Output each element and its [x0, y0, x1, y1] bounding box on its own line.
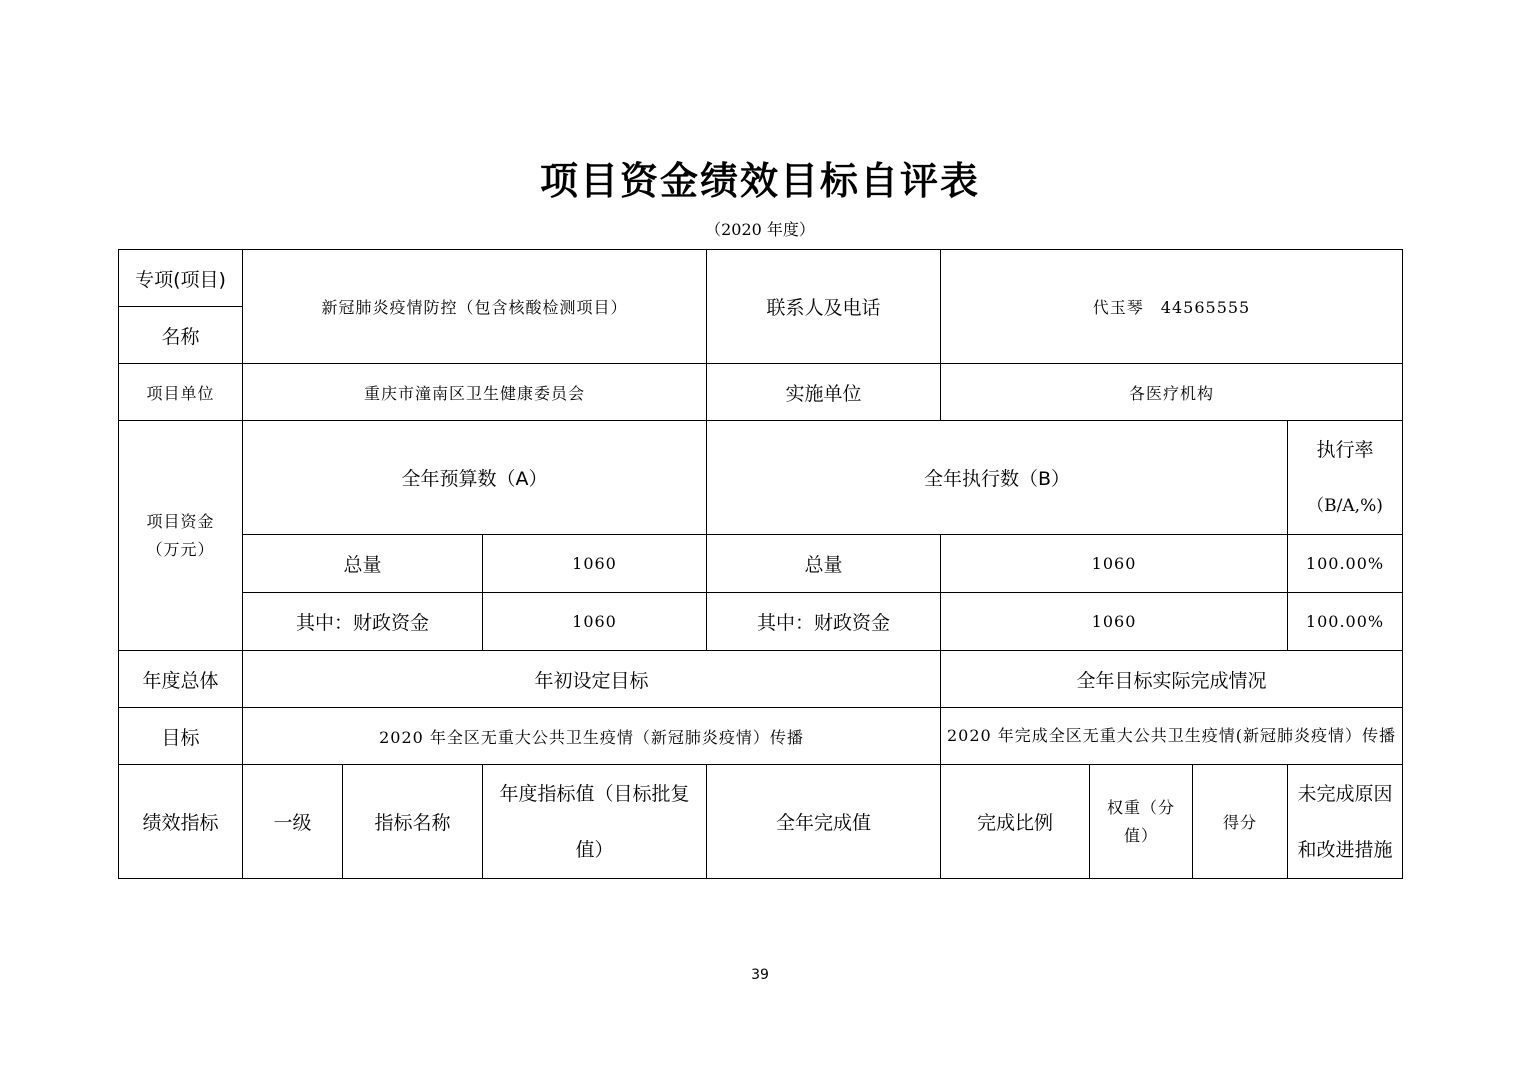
- execution-rate-header: [1288, 421, 1403, 535]
- total-value-a: 1060: [483, 535, 707, 593]
- total-label-a: 总量: [243, 535, 483, 593]
- project-funds-label-text: 项目资金（万元）: [146, 511, 215, 559]
- project-name-value: 新冠肺炎疫情防控（包含核酸检测项目）: [243, 250, 707, 364]
- fiscal-label-b: 其中：财政资金: [707, 593, 941, 651]
- document-title: 项目资金绩效目标自评表: [539, 158, 980, 203]
- fiscal-label-a: 其中：财政资金: [243, 593, 483, 651]
- execution-rate-formula: （B/A,%): [1307, 495, 1383, 516]
- total-label-b: 总量: [707, 535, 941, 593]
- implementing-unit-value: 各医疗机构: [941, 364, 1403, 421]
- year-note: （2020 年度）: [705, 220, 815, 239]
- project-funds-label: [119, 421, 243, 651]
- total-rate: 100.00%: [1288, 535, 1403, 593]
- contact-label: 联系人及电话: [707, 250, 941, 364]
- fiscal-value-a: 1060: [483, 593, 707, 651]
- project-unit-label: 项目单位: [119, 364, 243, 421]
- self-evaluation-table: [118, 249, 1403, 879]
- contact-value: 代玉琴 44565555: [941, 250, 1403, 364]
- score-header: 得分: [1193, 765, 1288, 879]
- level1-header: 一级: [243, 765, 343, 879]
- actual-goal-value: 2020 年完成全区无重大公共卫生疫情(新冠肺炎疫情）传播: [941, 708, 1403, 765]
- unfinished-reason-header: 未完成原因和改进措施: [1288, 765, 1403, 879]
- completion-ratio-header: 完成比例: [941, 765, 1090, 879]
- performance-indicators-label: 绩效指标: [119, 765, 243, 879]
- full-year-value-header: 全年完成值: [707, 765, 941, 879]
- project-name-label-bottom: 名称: [119, 307, 243, 364]
- implementing-unit-label: 实施单位: [707, 364, 941, 421]
- fiscal-rate: 100.00%: [1288, 593, 1403, 651]
- project-name-label-top: 专项(项目): [119, 250, 243, 307]
- total-value-b: 1060: [941, 535, 1288, 593]
- annual-goal-label-bottom: 目标: [119, 708, 243, 765]
- fiscal-value-b: 1060: [941, 593, 1288, 651]
- page-number: 39: [751, 967, 769, 983]
- annual-budget-header: 全年预算数（A）: [243, 421, 707, 535]
- initial-goal-header: 年初设定目标: [243, 651, 941, 708]
- weight-header: [1090, 765, 1193, 879]
- execution-rate-label: 执行率: [1316, 438, 1374, 461]
- actual-goal-header: 全年目标实际完成情况: [941, 651, 1403, 708]
- annual-target-header: 年度指标值（目标批复值）: [483, 765, 707, 879]
- weight-header-text: 权重（分值）: [1107, 797, 1176, 845]
- initial-goal-value: 2020 年全区无重大公共卫生疫情（新冠肺炎疫情）传播: [243, 708, 941, 765]
- project-unit-value: 重庆市潼南区卫生健康委员会: [243, 364, 707, 421]
- indicator-name-header: 指标名称: [343, 765, 483, 879]
- annual-execution-header: 全年执行数（B）: [707, 421, 1288, 535]
- annual-goal-label-top: 年度总体: [119, 651, 243, 708]
